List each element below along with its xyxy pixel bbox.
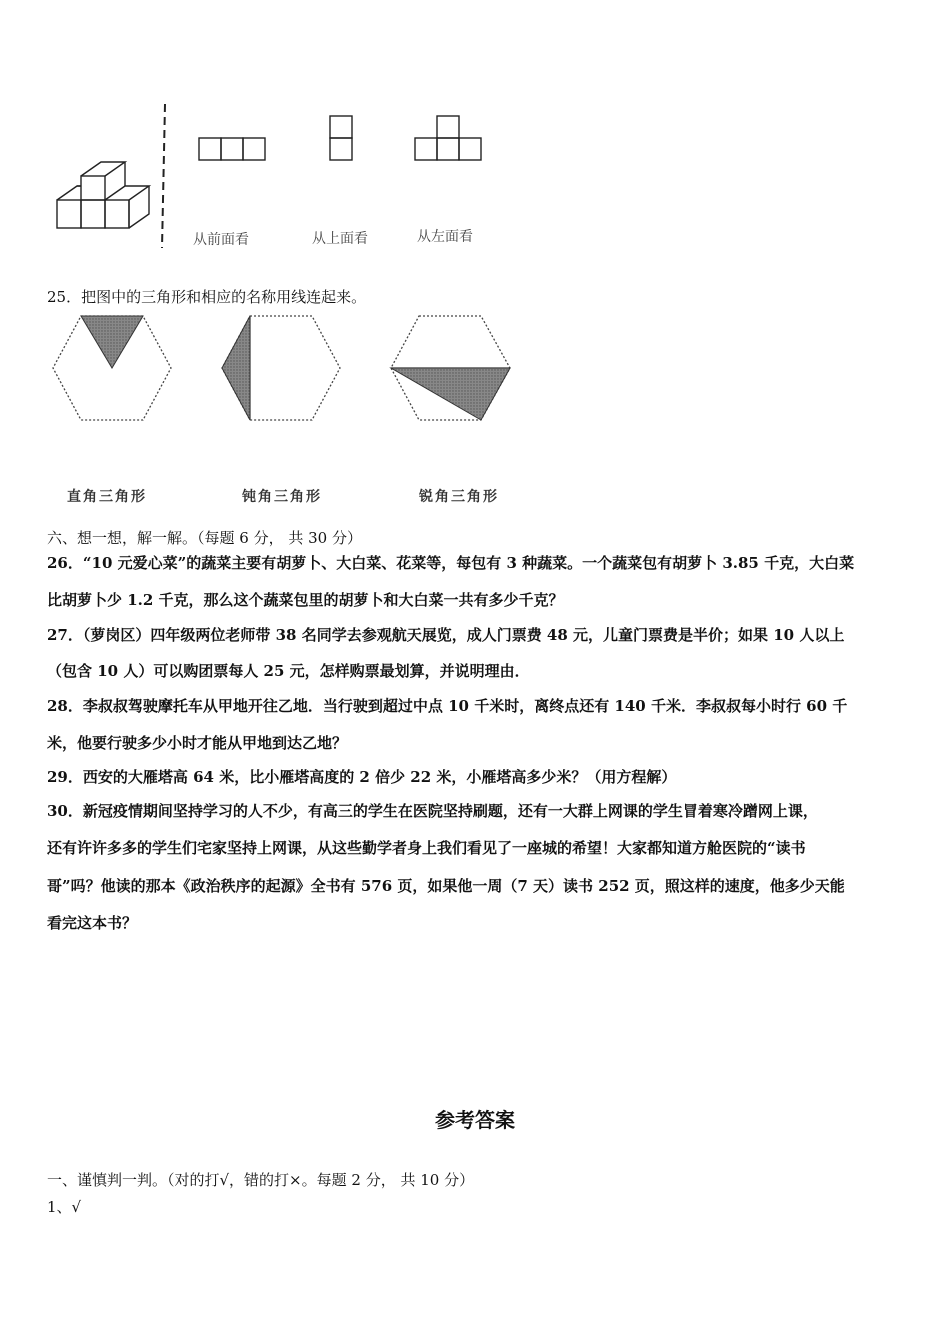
answers-section-1: 一、谨慎判一判。（对的打√，错的打×。每题 2 分， 共 10 分） (47, 1171, 475, 1189)
question-25: 25．把图中的三角形和相应的名称用线连起来。 (47, 288, 367, 306)
q27-line1: 27．（萝岗区）四年级两位老师带 38 名同学去参观航天展览，成人门票费 48 元，儿童门票费是半价；如果 10 人以上 (47, 626, 845, 644)
q28-line2: 米，他要行驶多少小时才能从甲地到达乙地？ (47, 734, 348, 752)
left-view-icon (415, 116, 481, 160)
front-view-icon (199, 138, 265, 160)
q30-line3: 哥”吗？他读的那本《政治秩序的起源》全书有 576 页，如果他一周（7 天）读书 252 页，照这样的速度，他多少天能 (47, 877, 845, 895)
q26-line2: 比胡萝卜少 1.2 千克，那么这个蔬菜包里的胡萝卜和大白菜一共有多少千克？ (47, 591, 564, 609)
top-view-label: 从上面看 (312, 231, 368, 247)
section-6-heading: 六、想一想，解一解。（每题 6 分， 共 30 分） (47, 529, 362, 547)
hexagon-1 (53, 316, 171, 420)
q29: 29．西安的大雁塔高 64 米，比小雁塔高度的 2 倍少 22 米，小雁塔高多少米？（用方程解） (47, 768, 677, 786)
answers-title: 参考答案 (435, 1108, 515, 1132)
triangle-label-acute: 锐角三角形 (419, 489, 499, 505)
triangle-label-obtuse: 钝角三角形 (242, 489, 322, 505)
q30-line2: 还有许许多多的学生们宅家坚持上网课，从这些勤学者身上我们看见了一座城的希望！大家都知道方舱医院的“读书 (47, 839, 806, 857)
q28-line1: 28．李叔叔驾驶摩托车从甲地开往乙地．当行驶到超过中点 10 千米时，离终点还有 140 千米．李叔叔每小时行 60 千 (47, 697, 848, 715)
hexagon-2 (222, 316, 340, 420)
q26-line1: 26．“10 元爱心菜”的蔬菜主要有胡萝卜、大白菜、花菜等，每包有 3 种蔬菜。一个蔬菜包有胡萝卜 3.85 千克，大白菜 (47, 554, 855, 572)
hexagon-3 (391, 316, 510, 420)
left-view-label: 从左面看 (417, 229, 473, 245)
hexagon-figures (50, 312, 520, 424)
triangle-label-right: 直角三角形 (67, 489, 147, 505)
q30-line1: 30．新冠疫情期间坚持学习的人不少，有高三的学生在医院坚持刷题，还有一大群上网课的学生冒着寒冷蹭网上课， (47, 802, 818, 820)
q30-line4: 看完这本书？ (47, 914, 138, 932)
q27-line2: （包含 10 人）可以购团票每人 25 元，怎样购票最划算，并说明理由． (47, 662, 530, 680)
top-view-icon (330, 116, 352, 160)
answer-1: 1、√ (47, 1198, 82, 1216)
front-view-label: 从前面看 (193, 232, 249, 248)
